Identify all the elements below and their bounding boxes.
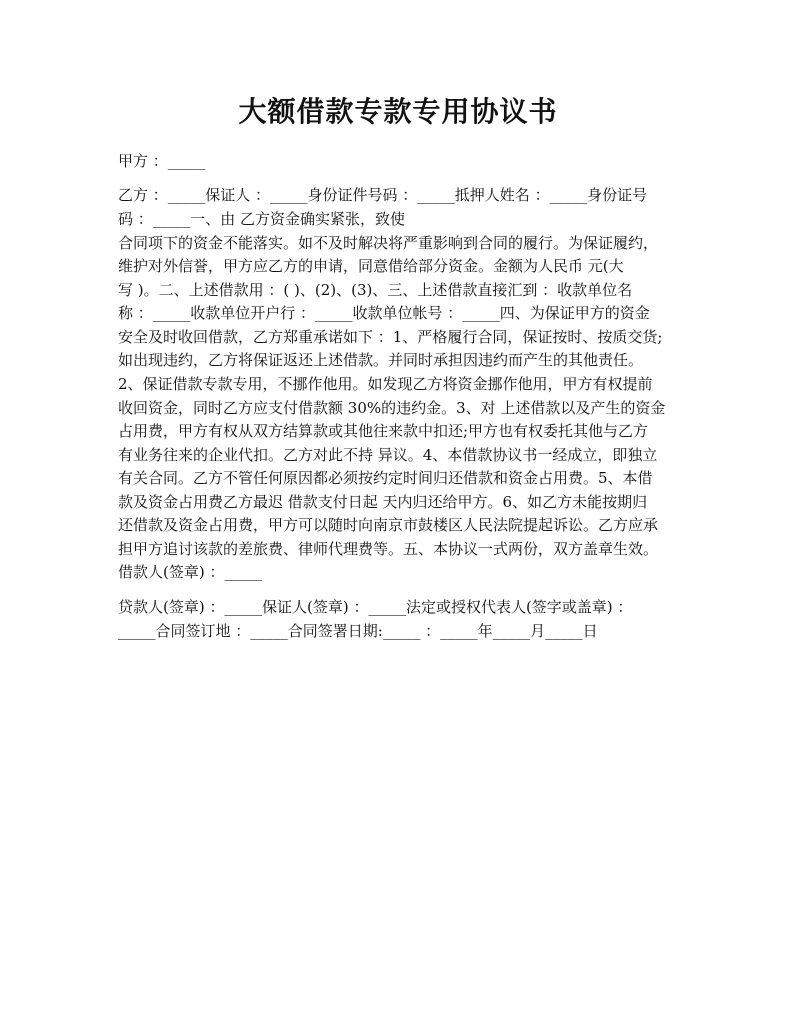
contract-place-date-line: _____合同签订地 ：_____合同签署日期:_____ ：_____年_____月_____日 bbox=[118, 622, 598, 640]
party-b-line: 乙方 ：_____保证人 ：_____身份证件号码 ：_____抵押人姓名 ：_____身份证号 bbox=[118, 186, 648, 204]
document-title: 大额借款专款专用协议书 bbox=[238, 95, 558, 128]
body-line: 称 ：_____收款单位开户行 ：_____收款单位帐号 ：_____四、为保证甲方的资金 bbox=[118, 304, 650, 322]
body-line: 2、保证借款专款专用，不挪作他用。如发现乙方将资金挪作他用，甲方有权提前 bbox=[118, 375, 653, 393]
body-line: 有业务往来的企业代扣。乙方对此不持 异议。4、本借款协议书一经成立，即独立 bbox=[118, 446, 658, 464]
body-line: 还借款及资金占用费，甲方可以随时向南京市鼓楼区人民法院提起诉讼。乙方应承 bbox=[118, 516, 659, 534]
borrower-signature-line: 借款人(签章) ：_____ bbox=[118, 563, 262, 581]
body-line: 担甲方追讨该款的差旅费、律师代理费等。五、本协议一式两份，双方盖章生效。 bbox=[118, 540, 659, 558]
lender-signature-line: 贷款人(签章) ：_____保证人(签章) ：_____法定或授权代表人(签字或盖章) ： bbox=[118, 598, 633, 616]
body-line: 收回资金，同时乙方应支付借款额 30%的违约金。3、对 上述借款以及产生的资金 bbox=[118, 399, 666, 417]
body-line: 合同项下的资金不能落实。如不及时解决将严重影响到合同的履行。为保证履约， bbox=[118, 234, 659, 252]
body-line: 写 )。二、上述借款用 ：( )、(2)、(3)、三、上述借款直接汇到 ：收款单位名 bbox=[118, 281, 633, 299]
body-line: 有关合同。乙方不管任何原因都必须按约定时间归还借款和资金占用费。5、本借 bbox=[118, 469, 653, 487]
body-line: 安全及时收回借款，乙方郑重承诺如下 ：1、严格履行合同，保证按时、按质交货; bbox=[118, 328, 663, 346]
body-line: 码 ：_____一、由 乙方资金确实紧张，致使 bbox=[118, 210, 406, 228]
body-line: 如出现违约，乙方将保证返还上述借款。并同时承担因违约而产生的其他责任。 bbox=[118, 351, 644, 369]
body-line: 占用费，甲方有权从双方结算款或其他往来款中扣还;甲方也有权委托其他与乙方 bbox=[118, 422, 649, 440]
body-line: 款及资金占用费乙方最迟 借款支付日起 天内归还给甲方。6、如乙方未能按期归 bbox=[118, 493, 648, 511]
party-a-line: 甲方 ：_____ bbox=[118, 152, 206, 170]
body-line: 维护对外信誉，甲方应乙方的申请，同意借给部分资金。金额为人民币 元(大 bbox=[118, 257, 624, 275]
